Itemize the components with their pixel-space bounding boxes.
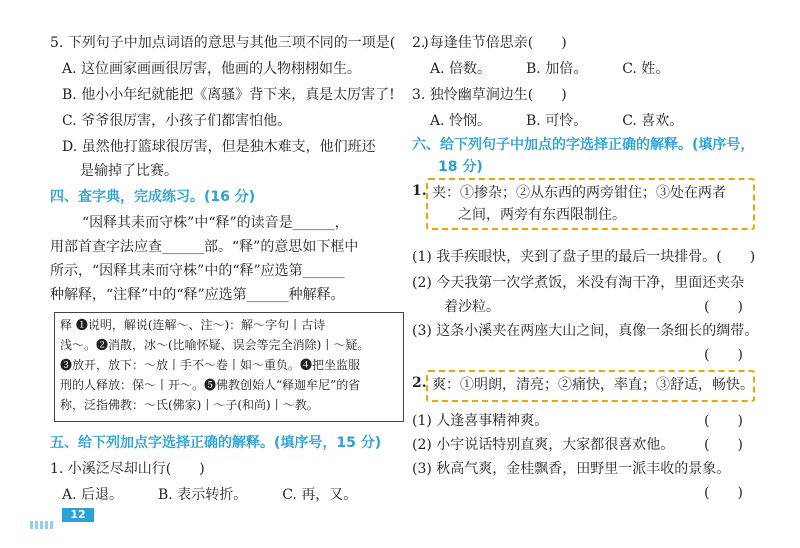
q5-option-a: A. 这位画家画画很厉害，他画的人物栩栩如生。 (62, 61, 362, 77)
jia-sentence-1: (1) 我手疾眼快，夹到了盘子里的最后一块排骨。( ) (412, 249, 756, 265)
section-5-title: 五、给下列加点字选择正确的解释。(填序号，15 分) (50, 435, 382, 451)
q5-option-d: D. 虽然他打篮球很厉害，但是独木难支，他们班还 (62, 139, 376, 155)
sub-question-2-number: 2. (412, 375, 427, 391)
shuang-sentence-2-answer: ( ) (704, 437, 743, 453)
jia-definition-line-1: 夹：①掺杂；②从东西的两旁钳住；③处在两者 (432, 185, 726, 201)
q5-option-d-cont: 是输掉了比赛。 (80, 163, 178, 179)
q3-stem: 3. 独怜幽草涧边生( ) (412, 87, 567, 103)
q3-options: A. 怜悯。 B. 可怜。 C. 喜欢。 (430, 113, 684, 129)
section-6-title-cont: 18 分) (438, 159, 483, 175)
q5-option-c: C. 爷爷很厉害，小孩子们都害怕他。 (62, 113, 292, 129)
shuang-sentence-1: (1) 人逢喜事精神爽。 (412, 413, 549, 429)
jia-sentence-2-cont: 着沙粒。 (444, 299, 500, 315)
dictionary-line-4: 刑的人释放：保～丨开～。❺佛教创始人“释迦牟尼”的省 (60, 378, 361, 392)
jia-sentence-2-answer: ( ) (704, 299, 743, 315)
jia-sentence-2: (2) 今天我第一次学煮饭，米没有淘干净，里面还夹杂 (412, 275, 745, 291)
section-4-text-3: 所示，“因释其耒而守株”中的“释”应选第______ (50, 263, 345, 279)
shuang-definition: 爽：①明朗，清亮；②痛快，率直；③舒适，畅快。 (432, 377, 754, 393)
sub-question-1-number: 1. (412, 183, 427, 199)
section-5-q1: 1. 小溪泛尽却山行( ) (50, 461, 205, 477)
page-decoration (30, 514, 60, 522)
q2-options: A. 倍数。 B. 加倍。 C. 姓。 (430, 61, 670, 77)
jia-sentence-3-answer: ( ) (704, 347, 743, 363)
section-6-title: 六、给下列句子中加点的字选择正确的解释。(填序号， (412, 137, 755, 153)
dictionary-line-5: 称，泛指佛教：～氏(佛家)丨～子(和尚)丨～教。 (60, 398, 319, 412)
section-4-text-1: “因释其耒而守株”中“释”的读音是______， (82, 215, 349, 231)
shuang-sentence-1-answer: ( ) (704, 413, 743, 429)
section-4-text-4: 种解释，“注释”中的“释”应选第______种解释。 (50, 287, 345, 303)
jia-sentence-3: (3) 这条小溪夹在两座大山之间，真像一条细长的绸带。 (412, 323, 759, 339)
page-number: 12 (62, 508, 94, 522)
section-4-text-2: 用部首查字法应查______部。“释”的意思如下框中 (50, 239, 359, 255)
shuang-sentence-3-answer: ( ) (704, 485, 743, 501)
shuang-sentence-3: (3) 秋高气爽，金桂飘香，田野里一派丰收的景象。 (412, 461, 731, 477)
dictionary-line-3: ❸放开，放下：～放丨手不～卷丨如～重负。❹把坐监服 (60, 358, 361, 372)
q5-stem: 5. 下列句子中加点词语的意思与其他三项不同的一项是( ) (50, 35, 429, 51)
section-5-q1-options: A. 后退。 B. 表示转折。 C. 再，又。 (62, 487, 358, 503)
q2-stem: 2. 每逢佳节倍思亲( ) (412, 35, 567, 51)
dictionary-line-2: 浅～。❷消散，冰～(比喻怀疑、误会等完全消除)丨～疑。 (60, 338, 370, 352)
q5-option-b: B. 他小小年纪就能把《离骚》背下来，真是太厉害了! (62, 87, 395, 103)
shuang-sentence-2: (2) 小宇说话特别直爽，大家都很喜欢他。 (412, 437, 675, 453)
jia-definition-line-2: 之间，两旁有东西限制住。 (458, 207, 626, 223)
dictionary-line-1: 释 ❶说明，解说(连解～、注～)：解～字句丨古诗 (60, 318, 326, 332)
section-4-title: 四、查字典，完成练习。(16 分) (50, 189, 256, 205)
